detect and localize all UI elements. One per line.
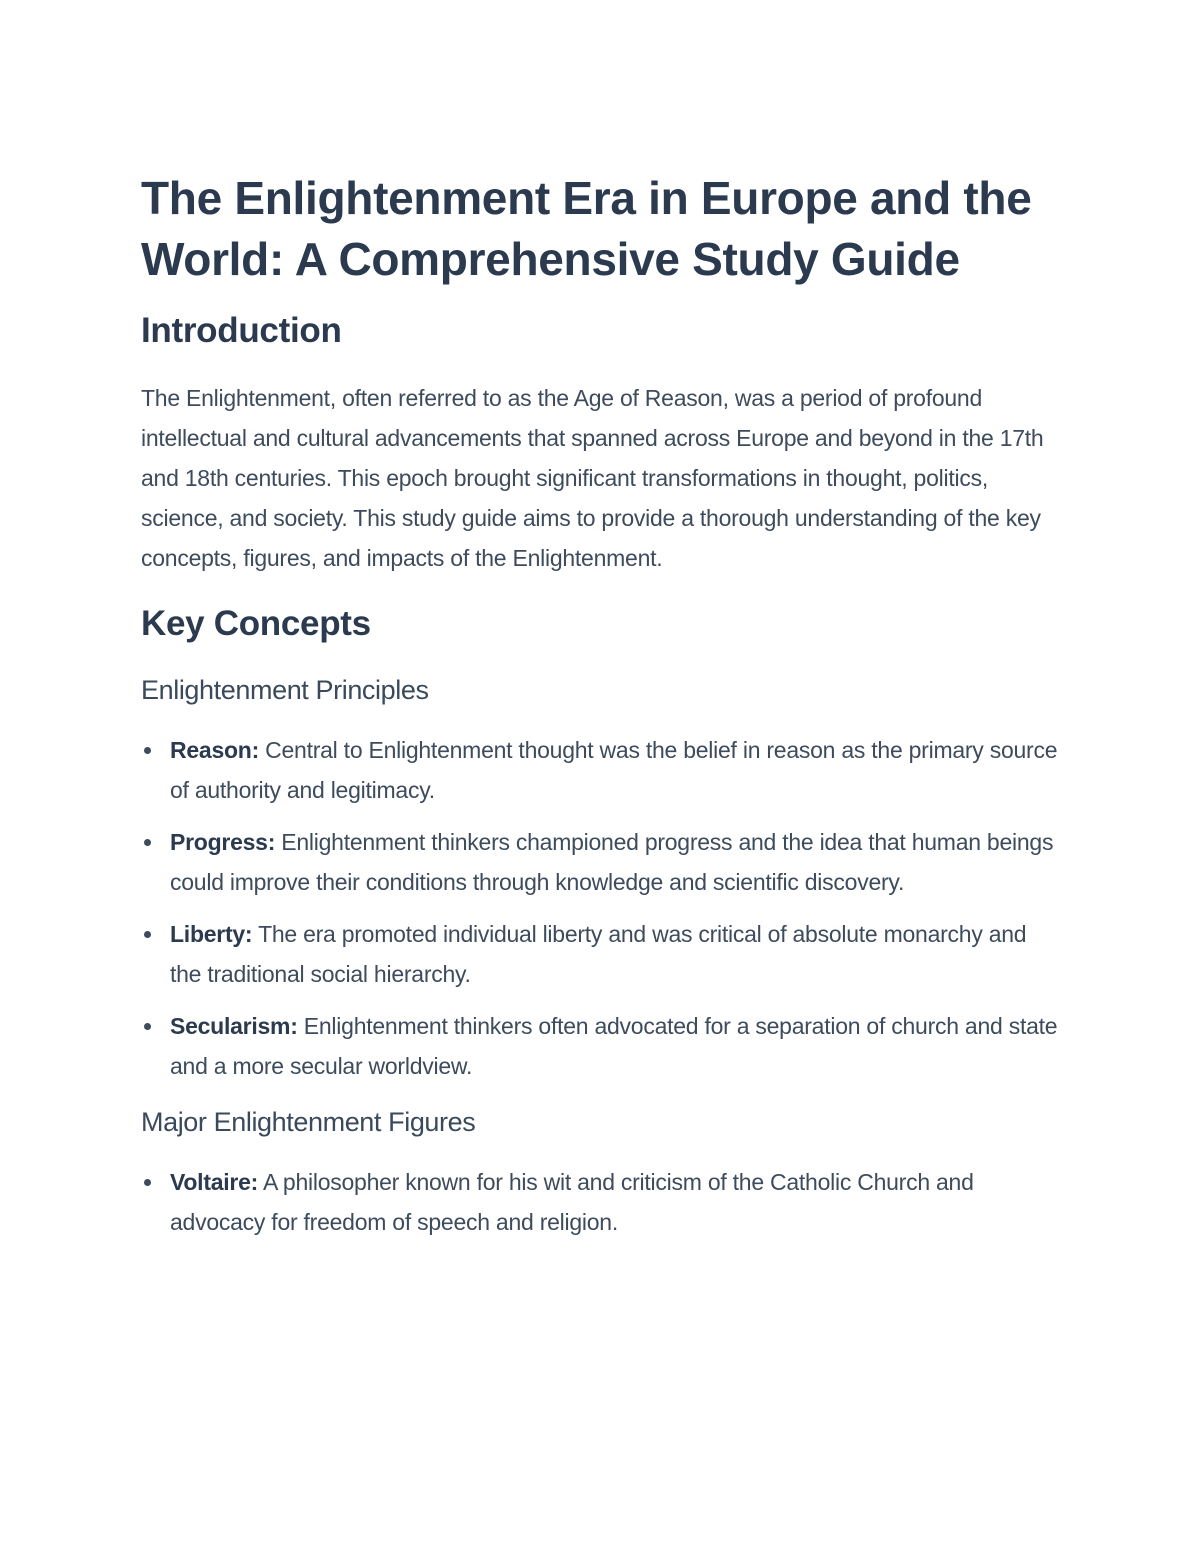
bullet-icon [144,1023,151,1030]
list-item-text: Enlightenment thinkers often advocated for a separation of church and state and a more secular worldview. [170,1013,1058,1079]
list-item [141,730,1061,810]
list-item-text: The era promoted individual liberty and was critical of absolute monarchy and the traditional social hierarchy. [170,921,1027,987]
principles-heading: Enlightenment Principles [141,675,429,705]
bullet-icon [144,747,151,754]
key-concepts-heading: Key Concepts [141,604,371,643]
list-item [141,1162,1061,1242]
figures-list [141,1162,1061,1242]
document-page [141,168,1061,1242]
list-item-term: Voltaire: [170,1169,259,1195]
introduction-paragraph: The Enlightenment, often referred to as the Age of Reason, was a period of profound intellectual and cultural advancements that spanned across Europe and beyond in the 17th and 18th centuries. This epoch brought significant transformations in thought, politics, science, and society. This study guide aims to provide a thorough understanding of the key concepts, figures, and impacts of the Enlightenment. [141,385,1044,571]
list-item-term: Reason: [170,737,259,763]
bullet-icon [144,931,151,938]
list-item-term: Progress: [170,829,276,855]
principles-list [141,730,1061,1086]
document-title: The Enlightenment Era in Europe and the World: A Comprehensive Study Guide [141,172,1032,285]
list-item [141,1006,1061,1086]
list-item-term: Liberty: [170,921,253,947]
list-item-text: A philosopher known for his wit and criticism of the Catholic Church and advocacy for freedom of speech and religion. [170,1169,974,1235]
bullet-icon [144,1179,151,1186]
list-item-term: Secularism: [170,1013,298,1039]
list-item-text: Enlightenment thinkers championed progress and the idea that human beings could improve their conditions through knowledge and scientific discovery. [170,829,1054,895]
list-item [141,822,1061,902]
list-item-text: Central to Enlightenment thought was the belief in reason as the primary source of authority and legitimacy. [170,737,1058,803]
list-item [141,914,1061,994]
figures-heading: Major Enlightenment Figures [141,1107,476,1137]
bullet-icon [144,839,151,846]
introduction-heading: Introduction [141,311,342,350]
